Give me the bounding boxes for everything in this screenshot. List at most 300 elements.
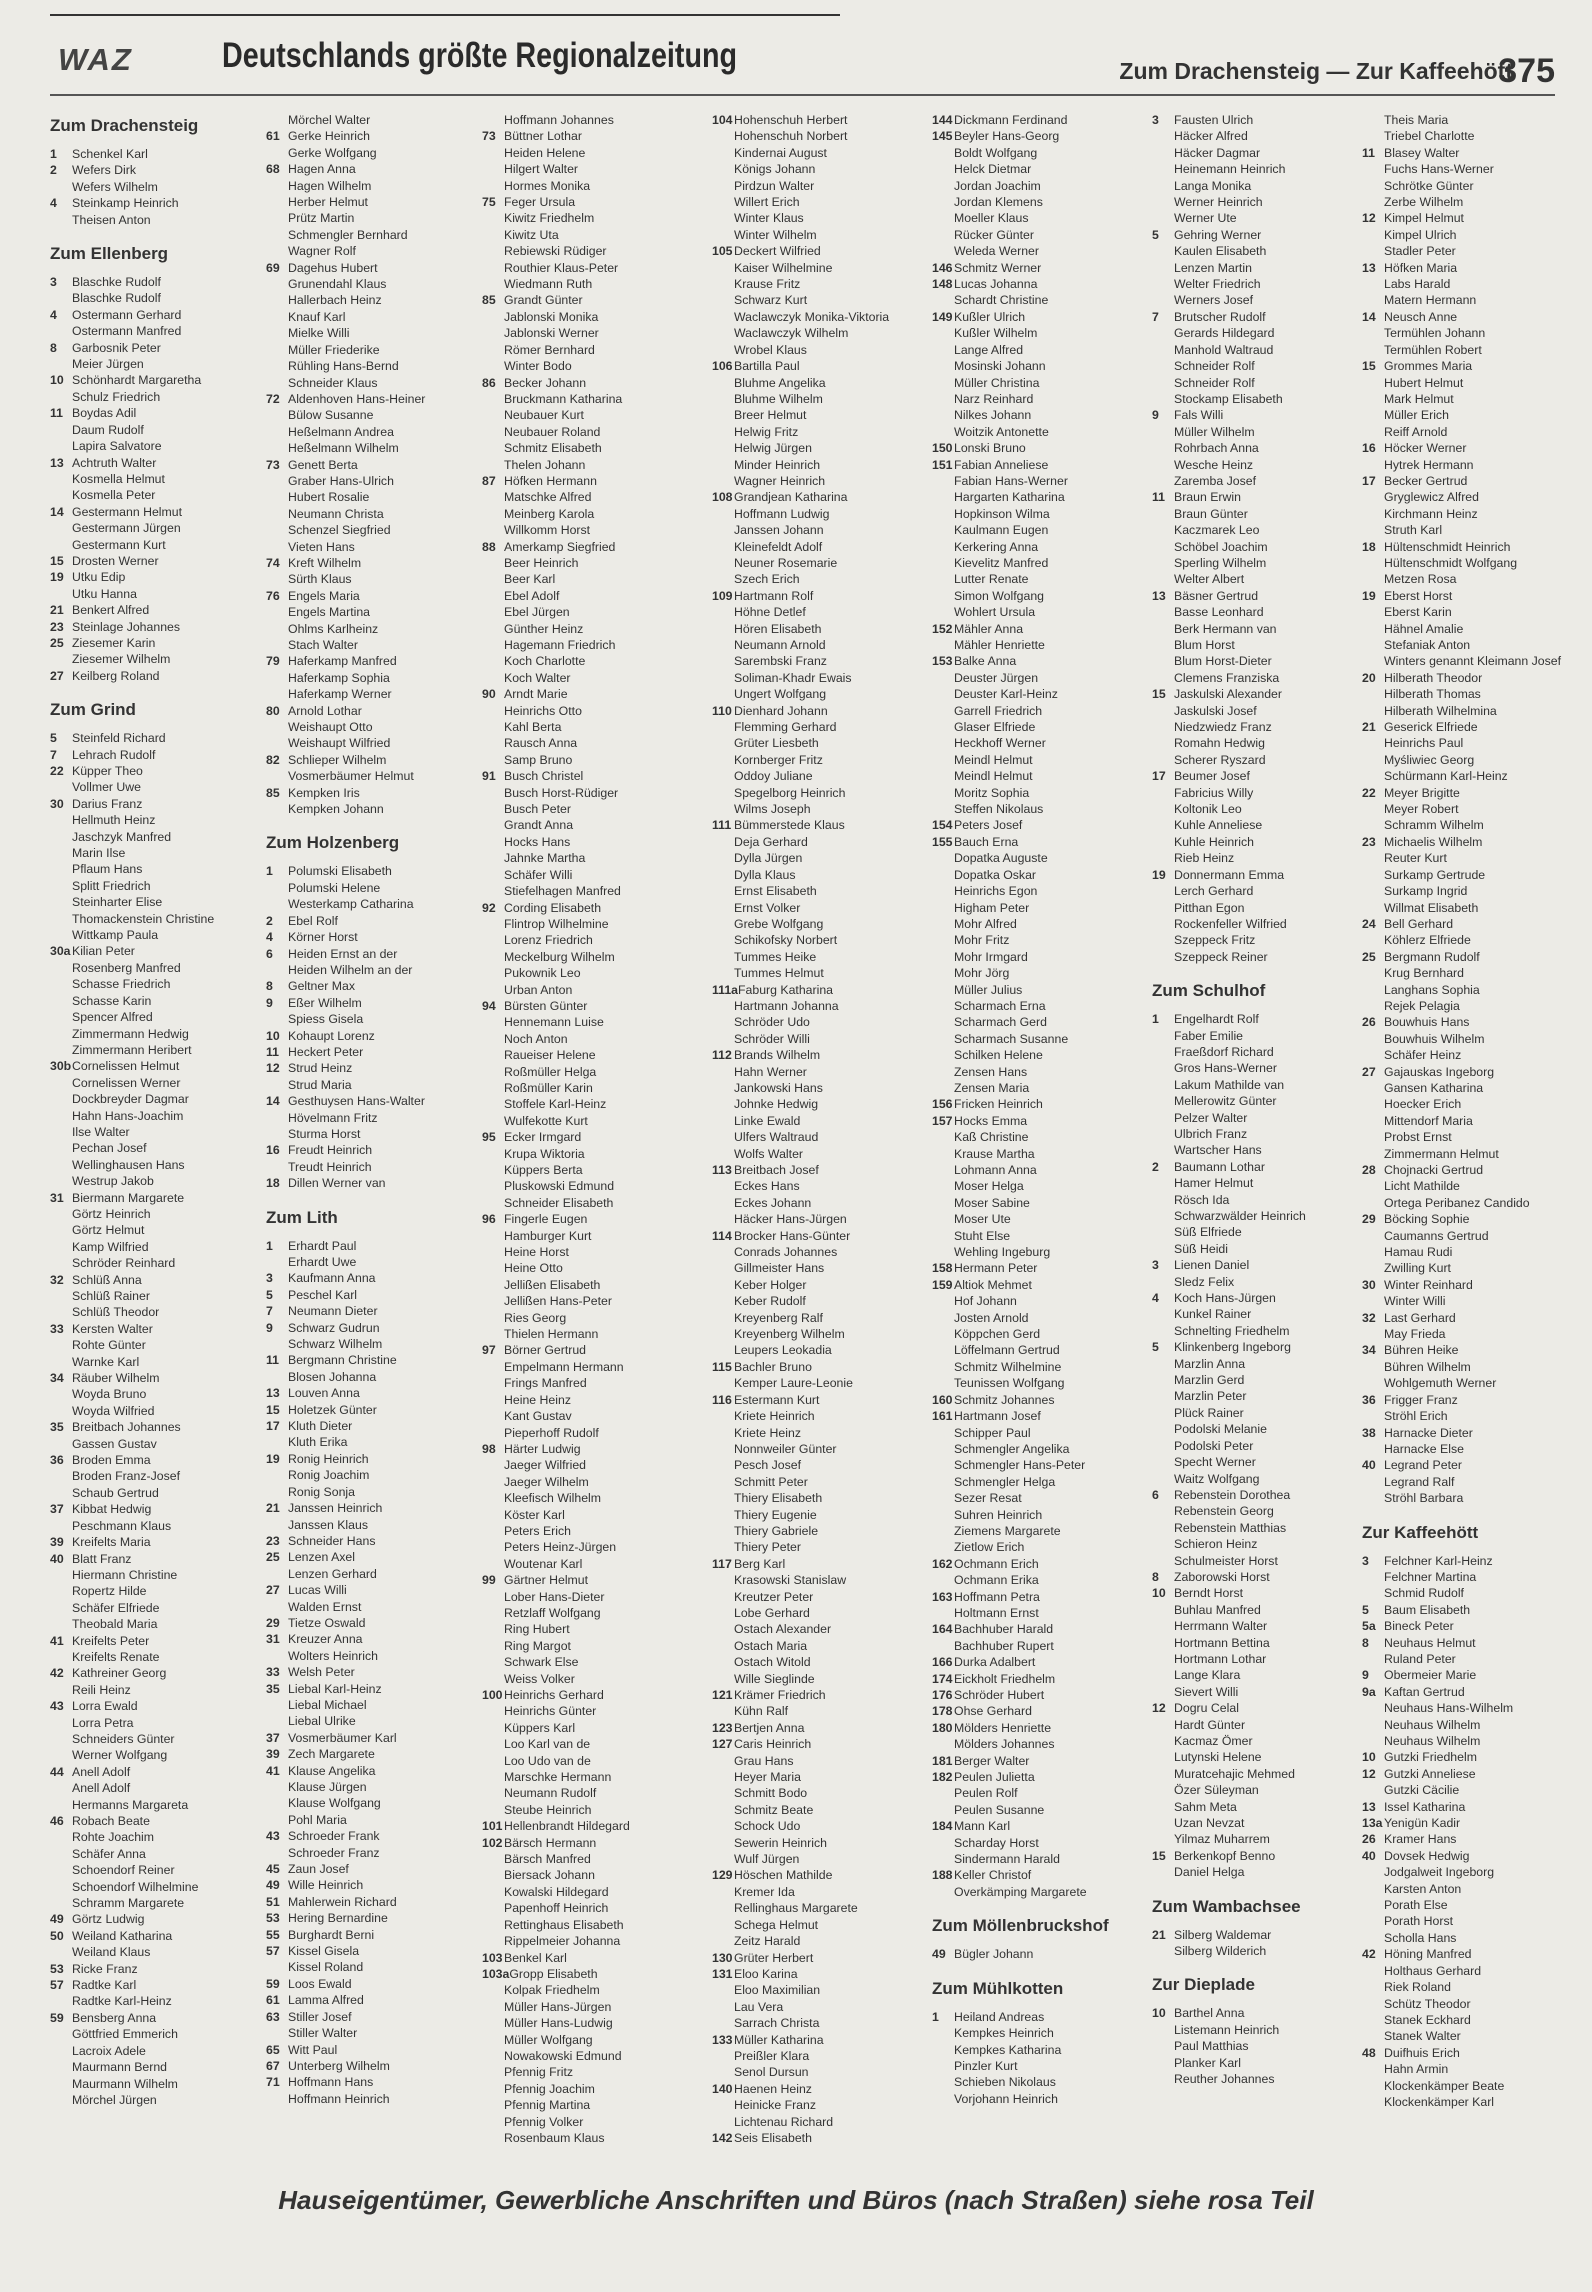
resident-entry (266, 1451, 478, 1467)
resident-entry (1362, 1392, 1574, 1408)
resident-entry (50, 1272, 262, 1288)
resident-entry (482, 2048, 694, 2064)
resident-name: Wrobel Klaus (734, 342, 807, 357)
resident-entry (1362, 539, 1574, 555)
house-number: 11 (1362, 145, 1375, 160)
resident-entry (482, 982, 694, 998)
resident-name: Heinicke Franz (734, 2098, 817, 2113)
resident-entry (50, 1173, 262, 1189)
resident-entry (50, 586, 262, 602)
resident-entry (1362, 1244, 1574, 1260)
resident-entry (266, 2009, 478, 2025)
resident-entry (482, 1474, 694, 1490)
resident-name: Höning Manfred (1384, 1947, 1472, 1962)
resident-name: Schlüß Rainer (72, 1289, 150, 1303)
resident-name: Surkamp Gertrude (1384, 867, 1486, 882)
resident-entry (932, 588, 1144, 604)
resident-name: Bürsten Günter (504, 998, 588, 1013)
house-number: 8 (266, 979, 273, 994)
resident-entry (1152, 1175, 1364, 1191)
resident-name: Licht Mathilde (1384, 1179, 1460, 1194)
resident-entry (1152, 900, 1364, 916)
house-number: 88 (482, 539, 496, 554)
resident-name: Welter Albert (1174, 572, 1245, 587)
resident-entry (482, 2081, 694, 2097)
resident-entry (482, 457, 694, 473)
resident-name: Gros Hans-Werner (1174, 1061, 1277, 1076)
resident-name: Eberst Horst (1384, 588, 1453, 603)
resident-name: Mölders Henriette (954, 1720, 1052, 1735)
resident-name: Schlüß Anna (72, 1272, 142, 1287)
resident-entry (50, 1862, 262, 1878)
resident-name: Müller Wolfgang (504, 2032, 593, 2047)
resident-entry (712, 522, 924, 538)
resident-entry (932, 703, 1144, 719)
resident-entry (266, 1681, 478, 1697)
resident-entry (482, 1802, 694, 1818)
resident-name: Kersten Walter (72, 1321, 153, 1336)
resident-entry (932, 2009, 1144, 2025)
house-number: 140 (712, 2081, 733, 2096)
resident-name: Grandt Günter (504, 293, 583, 308)
resident-name: Bruckmann Katharina (504, 391, 623, 406)
resident-entry (932, 670, 1144, 686)
resident-name: Broden Emma (72, 1453, 151, 1468)
resident-name: Schieben Nikolaus (954, 2075, 1056, 2090)
resident-name: Ostach Maria (734, 1638, 808, 1653)
resident-entry (712, 604, 924, 620)
resident-name: Gehring Werner (1174, 227, 1262, 242)
resident-entry (1152, 342, 1364, 358)
resident-name: Braun Günter (1174, 506, 1248, 521)
resident-entry (482, 703, 694, 719)
resident-name: Rücker Günter (954, 227, 1034, 242)
resident-entry (1152, 1815, 1364, 1831)
resident-entry (712, 440, 924, 456)
resident-name: Fingerle Eugen (504, 1212, 588, 1227)
house-number: 150 (932, 441, 953, 456)
resident-entry (1362, 112, 1574, 128)
resident-entry (266, 621, 478, 637)
resident-entry (482, 768, 694, 784)
resident-entry (1152, 325, 1364, 341)
resident-name: Schaub Gertrud (72, 1485, 159, 1500)
resident-entry (932, 112, 1144, 128)
resident-name: Langa Monika (1174, 178, 1252, 193)
resident-name: Garbosnik Peter (72, 340, 161, 355)
house-number: 28 (1362, 1163, 1376, 1177)
house-number: 29 (266, 1615, 280, 1630)
resident-entry (482, 1638, 694, 1654)
resident-entry (266, 703, 478, 719)
resident-name: Kissel Roland (288, 1960, 364, 1975)
resident-name: Schlüß Theodor (72, 1305, 160, 1320)
resident-name: Hocks Hans (504, 834, 571, 849)
house-number: 133 (712, 2032, 733, 2047)
resident-entry (266, 473, 478, 489)
resident-entry (50, 455, 262, 471)
resident-entry (1362, 735, 1574, 751)
resident-entry (1362, 1293, 1574, 1309)
resident-name: Vosmerbäumer Helmut (288, 769, 414, 784)
house-number: 57 (50, 1978, 64, 1993)
resident-name: Brands Wilhelm (734, 1048, 821, 1063)
resident-name: Jodgalweit Ingeborg (1384, 1865, 1495, 1880)
resident-entry (266, 1270, 478, 1286)
resident-entry (712, 1867, 924, 1883)
resident-entry (266, 1910, 478, 1926)
resident-name: Berndt Horst (1174, 1586, 1244, 1601)
resident-entry (266, 1175, 478, 1191)
resident-entry (712, 1326, 924, 1342)
directory-column (1362, 112, 1574, 2110)
resident-name: Cornelissen Werner (72, 1075, 181, 1090)
resident-entry (50, 1255, 262, 1271)
resident-entry (932, 982, 1144, 998)
resident-entry (712, 1720, 924, 1736)
resident-entry (1362, 768, 1574, 784)
resident-entry (1152, 1257, 1364, 1273)
resident-entry (712, 1146, 924, 1162)
resident-name: Moser Helga (954, 1179, 1024, 1194)
resident-entry (712, 949, 924, 965)
resident-name: Süß Heidi (1174, 1241, 1228, 1256)
resident-entry (266, 2091, 478, 2107)
resident-entry (1152, 1553, 1364, 1569)
house-number: 30a (50, 944, 71, 959)
resident-entry (482, 1507, 694, 1523)
resident-entry (1152, 227, 1364, 243)
resident-entry (712, 1835, 924, 1851)
resident-name: Struth Karl (1384, 523, 1443, 538)
resident-entry (266, 785, 478, 801)
resident-name: Robach Beate (72, 1814, 150, 1828)
resident-name: Gropp Elisabeth (509, 1966, 598, 1981)
resident-entry (712, 325, 924, 341)
resident-entry (932, 1867, 1144, 1883)
resident-entry (712, 1638, 924, 1654)
house-number: 5 (50, 731, 57, 746)
resident-name: Manhold Waltraud (1174, 342, 1274, 357)
resident-name: Schürmann Karl-Heinz (1384, 769, 1508, 784)
resident-entry (1362, 210, 1574, 226)
resident-entry (712, 145, 924, 161)
resident-entry (482, 604, 694, 620)
house-number: 5 (1362, 1602, 1369, 1617)
resident-name: Last Gerhard (1384, 1310, 1456, 1325)
resident-name: Schneider Rolf (1174, 375, 1255, 390)
resident-name: Stuht Else (954, 1228, 1011, 1243)
resident-name: Marzlin Peter (1174, 1389, 1247, 1404)
directory-column (932, 112, 1144, 2107)
resident-entry (932, 2025, 1144, 2041)
resident-entry (482, 949, 694, 965)
resident-name: Pfennig Martina (504, 2098, 591, 2113)
resident-entry (50, 2010, 262, 2026)
house-number: 129 (712, 1868, 733, 1883)
resident-entry (1152, 1864, 1364, 1880)
house-number: 16 (1362, 441, 1376, 456)
resident-name: Heinrichs Günter (504, 1704, 597, 1719)
resident-entry (50, 1206, 262, 1222)
resident-name: May Frieda (1384, 1327, 1446, 1342)
resident-entry (50, 2076, 262, 2092)
resident-name: Ostach Witold (734, 1655, 811, 1670)
resident-entry (50, 1534, 262, 1550)
resident-name: Häcker Hans-Jürgen (734, 1212, 847, 1227)
resident-name: Busch Peter (504, 802, 571, 817)
resident-name: Wohlert Ursula (954, 605, 1036, 620)
resident-entry (266, 342, 478, 358)
resident-name: Ströhl Erich (1384, 1409, 1448, 1424)
resident-name: Garrell Friedrich (954, 703, 1043, 718)
house-number: 73 (266, 457, 280, 472)
resident-name: Altiok Mehmet (954, 1277, 1032, 1292)
resident-entry (266, 325, 478, 341)
resident-name: Brocker Hans-Günter (734, 1228, 851, 1243)
resident-entry (932, 161, 1144, 177)
resident-entry (482, 1064, 694, 1080)
house-number: 90 (482, 687, 496, 702)
resident-entry (50, 1551, 262, 1567)
house-number: 80 (266, 703, 280, 718)
resident-name: Hering Bernardine (288, 1911, 388, 1926)
resident-name: Kreifelts Renate (72, 1649, 160, 1664)
resident-name: Schwarz Kurt (734, 293, 808, 308)
resident-entry (712, 1589, 924, 1605)
resident-entry (712, 883, 924, 899)
resident-entry (266, 1927, 478, 1943)
street-heading: Zum Grind (50, 700, 136, 720)
house-number: 4 (266, 930, 273, 945)
resident-name: Gesthuysen Hans-Walter (288, 1094, 425, 1109)
resident-name: Kornberger Fritz (734, 752, 823, 767)
house-number: 73 (482, 129, 496, 144)
resident-name: Hermanns Margareta (72, 1797, 189, 1812)
house-number: 109 (712, 588, 733, 603)
resident-entry (266, 1746, 478, 1762)
resident-entry (932, 342, 1144, 358)
house-number: 20 (1362, 670, 1376, 685)
resident-entry (712, 178, 924, 194)
resident-name: Basse Leonhard (1174, 605, 1264, 620)
house-number: 59 (266, 1976, 280, 1991)
resident-entry (266, 995, 478, 1011)
house-number: 53 (266, 1911, 280, 1926)
resident-entry (266, 1517, 478, 1533)
resident-entry (50, 487, 262, 503)
resident-name: Baumann Lothar (1174, 1159, 1265, 1174)
resident-entry (482, 752, 694, 768)
resident-entry (1152, 1799, 1364, 1815)
resident-name: Stadler Peter (1384, 244, 1456, 259)
house-number: 49 (266, 1878, 280, 1893)
resident-entry (50, 2043, 262, 2059)
house-number: 4 (1152, 1291, 1159, 1306)
house-number: 14 (1362, 309, 1376, 324)
resident-entry (266, 801, 478, 817)
resident-entry (1152, 489, 1364, 505)
resident-name: Herber Helmut (288, 195, 368, 210)
directory-column (482, 112, 694, 2146)
resident-entry (712, 850, 924, 866)
resident-entry (712, 1211, 924, 1227)
resident-entry (712, 243, 924, 259)
resident-entry (482, 932, 694, 948)
resident-name: Lorenz Friedrich (504, 933, 593, 948)
resident-name: Hubert Rosalie (288, 490, 370, 505)
resident-entry (932, 292, 1144, 308)
resident-entry (712, 1753, 924, 1769)
resident-entry (50, 2059, 262, 2075)
house-number: 61 (266, 129, 280, 144)
resident-entry (482, 1162, 694, 1178)
house-number: 97 (482, 1343, 496, 1358)
resident-entry (50, 1665, 262, 1681)
resident-entry (266, 1110, 478, 1126)
resident-entry (50, 1911, 262, 1927)
resident-entry (1362, 1946, 1574, 1962)
resident-name: Hargarten Katharina (954, 490, 1065, 505)
resident-entry (482, 916, 694, 932)
resident-entry (1362, 194, 1574, 210)
resident-name: Eßer Wilhelm (288, 995, 362, 1010)
resident-entry (1152, 276, 1364, 292)
resident-entry (50, 894, 262, 910)
resident-entry (266, 1402, 478, 1418)
resident-entry (1362, 1129, 1574, 1145)
resident-entry (50, 1944, 262, 1960)
resident-entry (1362, 1799, 1574, 1815)
house-number: 25 (50, 635, 64, 650)
resident-entry (932, 440, 1144, 456)
resident-name: Silberg Wilderich (1174, 1944, 1267, 1959)
resident-entry (932, 1785, 1144, 1801)
resident-entry (932, 1408, 1144, 1424)
resident-name: Langhans Sophia (1384, 982, 1480, 997)
resident-entry (482, 325, 694, 341)
resident-entry (50, 504, 262, 520)
resident-name: Köster Karl (504, 1507, 565, 1522)
resident-entry (482, 358, 694, 374)
resident-name: Warnke Karl (72, 1354, 140, 1369)
resident-name: Ebel Adolf (504, 588, 560, 603)
resident-name: Yilmaz Muharrem (1174, 1832, 1270, 1847)
resident-entry (266, 539, 478, 555)
resident-entry (1152, 457, 1364, 473)
resident-entry (712, 1572, 924, 1588)
house-number: 14 (50, 504, 64, 519)
resident-entry (1152, 1044, 1364, 1060)
resident-name: Jankowski Hans (734, 1080, 823, 1095)
resident-entry (932, 1375, 1144, 1391)
resident-name: Fals Willi (1174, 408, 1224, 423)
resident-entry (712, 1785, 924, 1801)
resident-name: Kempken Johann (288, 802, 384, 817)
resident-name: Bachhuber Rupert (954, 1638, 1054, 1653)
resident-entry (932, 1507, 1144, 1523)
resident-entry (50, 520, 262, 536)
resident-name: Höhne Detlef (734, 605, 806, 620)
resident-entry (266, 178, 478, 194)
house-number: 112 (712, 1048, 732, 1063)
house-number: 45 (266, 1862, 280, 1877)
resident-name: Wagner Rolf (288, 244, 356, 259)
house-number: 111 (712, 818, 732, 833)
resident-entry (712, 735, 924, 751)
resident-entry (712, 1277, 924, 1293)
resident-name: Deckert Wilfried (734, 244, 821, 259)
resident-name: Kempkes Heinrich (954, 2026, 1054, 2041)
house-number: 30b (50, 1059, 72, 1074)
resident-entry (50, 1239, 262, 1255)
resident-name: Schönhardt Margaretha (72, 373, 202, 388)
resident-name: Lichtenau Richard (734, 2114, 834, 2129)
resident-name: Werner Wolfgang (72, 1748, 168, 1763)
resident-name: Hören Elisabeth (734, 621, 822, 636)
resident-name: Riek Roland (1384, 1980, 1451, 1995)
resident-entry (266, 555, 478, 571)
resident-name: Engels Martina (288, 605, 371, 620)
resident-name: Hamburger Kurt (504, 1228, 592, 1243)
house-number: 36 (50, 1453, 64, 1468)
resident-name: Berkenkopf Benno (1174, 1848, 1276, 1863)
resident-entry (266, 962, 478, 978)
resident-name: Höfken Maria (1384, 260, 1458, 275)
resident-entry (50, 619, 262, 635)
resident-entry (266, 1992, 478, 2008)
resident-entry (712, 161, 924, 177)
resident-name: Koltonik Leo (1174, 802, 1242, 817)
resident-entry (712, 817, 924, 833)
resident-entry (50, 1403, 262, 1419)
resident-name: Hilberath Thomas (1384, 687, 1481, 702)
resident-entry (932, 391, 1144, 407)
resident-name: Hoffmann Petra (954, 1589, 1040, 1604)
resident-entry (712, 1621, 924, 1637)
resident-name: Müller Christina (954, 375, 1040, 390)
resident-entry (482, 653, 694, 669)
house-number: 18 (1362, 539, 1376, 554)
resident-entry (50, 1731, 262, 1747)
resident-entry (50, 747, 262, 763)
resident-name: Bouwhuis Hans (1384, 1015, 1470, 1030)
house-number: 61 (266, 1993, 280, 2008)
resident-name: Dockbreyder Dagmar (72, 1092, 189, 1107)
resident-entry (266, 1028, 478, 1044)
resident-entry (712, 292, 924, 308)
resident-entry (266, 2025, 478, 2041)
house-number: 12 (1152, 1701, 1166, 1716)
resident-entry (712, 276, 924, 292)
house-number: 95 (482, 1130, 496, 1145)
resident-entry (932, 1835, 1144, 1851)
resident-entry (266, 358, 478, 374)
resident-name: Hardt Günter (1174, 1717, 1246, 1732)
resident-name: Willkomm Horst (504, 523, 591, 538)
resident-name: Hortmann Bettina (1174, 1635, 1270, 1650)
resident-name: Papenhoff Heinrich (504, 1901, 609, 1916)
resident-name: Neuhaus Helmut (1384, 1635, 1476, 1650)
resident-name: Retzlaff Wolfgang (504, 1605, 601, 1620)
house-number: 76 (266, 588, 280, 603)
resident-name: Zwilling Kurt (1384, 1261, 1451, 1276)
resident-entry (1362, 1766, 1574, 1782)
resident-name: Fabian Anneliese (954, 457, 1049, 472)
resident-name: Keber Rudolf (734, 1294, 806, 1309)
resident-name: Kühn Ralf (734, 1704, 789, 1719)
street-heading: Zum Mühlkotten (932, 1978, 1064, 1998)
